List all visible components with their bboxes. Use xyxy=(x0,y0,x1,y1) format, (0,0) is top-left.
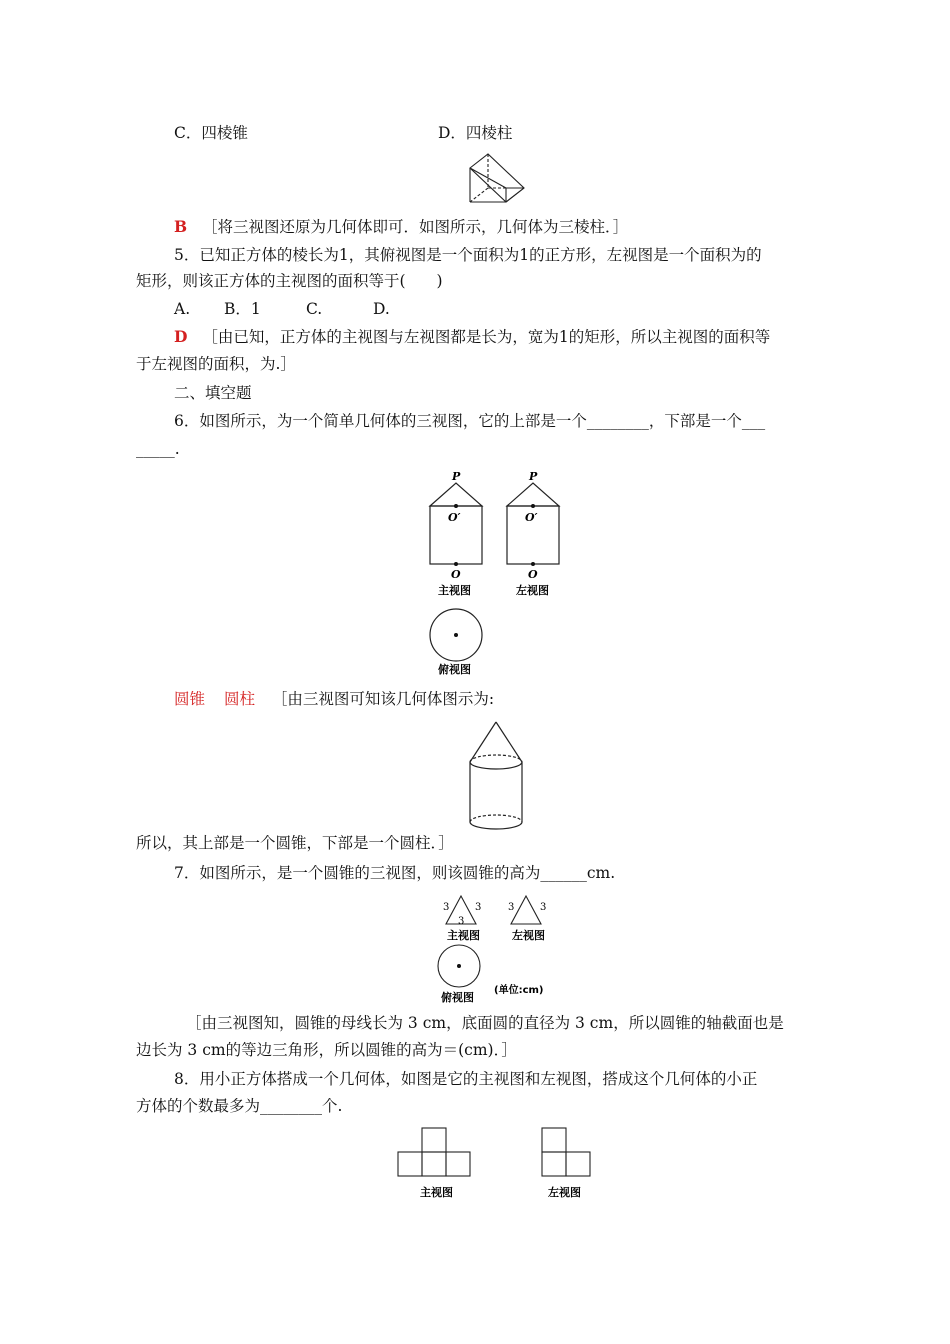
q5-answer: D xyxy=(174,327,188,346)
q7-explanation-line1: ［由三视图知，圆锥的母线长为 3 cm，底面圆的直径为 3 cm，所以圆锥的轴截面也是 xyxy=(186,1014,784,1032)
front-point-o xyxy=(454,562,458,566)
q7-explanation-line2: 边长为 3 cm的等边三角形，所以圆锥的高为＝(cm)．］ xyxy=(136,1041,517,1059)
q4-option-c: C．四棱锥 xyxy=(174,124,248,142)
prism-figure xyxy=(468,152,526,204)
q6-front-caption: 主视图 xyxy=(438,584,471,597)
q5-option-a: A. xyxy=(174,300,191,318)
q8-stem-line1: 8．用小正方体搭成一个几何体，如图是它的主视图和左视图，搭成这个几何体的小正 xyxy=(174,1070,758,1088)
q6-three-views xyxy=(418,468,598,678)
q7-left-side-left: 3 xyxy=(508,902,515,913)
left-label-o-prime: O′ xyxy=(525,511,538,524)
q6-stem-line1: 6．如图所示，为一个简单几何体的三视图，它的上部是一个________，下部是一个___ xyxy=(174,412,766,430)
q7-top-caption: 俯视图 xyxy=(441,991,474,1004)
q7-left-triangle xyxy=(511,896,541,924)
q8-left-caption: 左视图 xyxy=(548,1186,581,1199)
q5-stem-line1: 5．已知正方体的棱长为1，其俯视图是一个面积为1的正方形，左视图是一个面积为的 xyxy=(174,246,762,264)
q4-explanation: ［将三视图还原为几何体即可．如图所示，几何体为三棱柱．］ xyxy=(202,218,629,236)
left-point-o-prime xyxy=(531,504,535,508)
q4-answer-line xyxy=(174,216,628,238)
q7-top-center xyxy=(457,964,461,968)
front-label-o: O xyxy=(451,568,461,581)
left-label-p: P xyxy=(529,470,538,483)
q4-answer: B xyxy=(174,217,188,236)
q7-stem: 7．如图所示，是一个圆锥的三视图，则该圆锥的高为______cm. xyxy=(174,864,616,882)
front-label-o-prime: O′ xyxy=(448,511,461,524)
q8-front-caption: 主视图 xyxy=(420,1186,453,1199)
left-point-o xyxy=(531,562,535,566)
q6-explanation-end: 所以，其上部是一个圆锥，下部是一个圆柱．］ xyxy=(136,834,454,852)
q6-answer-line xyxy=(174,688,494,710)
q5-explanation-line1: ［由已知，正方体的主视图与左视图都是长为，宽为1的矩形，所以主视图的面积等 xyxy=(202,328,771,346)
q6-explanation-start: ［由三视图可知该几何体图示为: xyxy=(271,690,495,708)
q6-answer-2: 圆柱 xyxy=(223,690,255,708)
top-view-center xyxy=(454,633,458,637)
q5-stem-line2: 矩形，则该正方体的主视图的面积等于( ) xyxy=(136,272,443,290)
q5-option-c: C. xyxy=(306,300,323,318)
q5-explanation-line2: 于左视图的面积，为.］ xyxy=(136,355,296,373)
q7-left-side-right: 3 xyxy=(540,902,547,913)
q6-left-caption: 左视图 xyxy=(516,584,549,597)
q4-option-d: D．四棱柱 xyxy=(438,124,513,142)
front-point-o-prime xyxy=(454,504,458,508)
q6-answer-1: 圆锥 xyxy=(174,690,206,708)
q6-stem-line2: _____. xyxy=(136,440,180,458)
q7-front-side-left: 3 xyxy=(443,902,450,913)
front-view-triangle xyxy=(430,483,482,506)
left-view-triangle xyxy=(507,483,559,506)
q5-answer-line xyxy=(174,326,770,348)
q5-option-b: B．1 xyxy=(224,300,261,318)
front-label-p: P xyxy=(452,470,461,483)
q7-front-side-right: 3 xyxy=(475,902,482,913)
q7-three-views xyxy=(430,894,570,1006)
q7-front-base: 3 xyxy=(458,916,465,927)
q6-top-caption: 俯视图 xyxy=(438,663,471,676)
cone-cylinder-figure xyxy=(466,720,526,832)
q7-left-caption: 左视图 xyxy=(512,929,545,942)
left-label-o: O xyxy=(528,568,538,581)
q7-front-caption: 主视图 xyxy=(447,929,480,942)
q7-unit: (单位:cm) xyxy=(494,985,544,996)
section-heading: 二、填空题 xyxy=(174,384,252,402)
q8-stem-line2: 方体的个数最多为________个. xyxy=(136,1097,343,1115)
q5-option-d: D. xyxy=(373,300,390,318)
q8-views xyxy=(396,1126,596,1202)
